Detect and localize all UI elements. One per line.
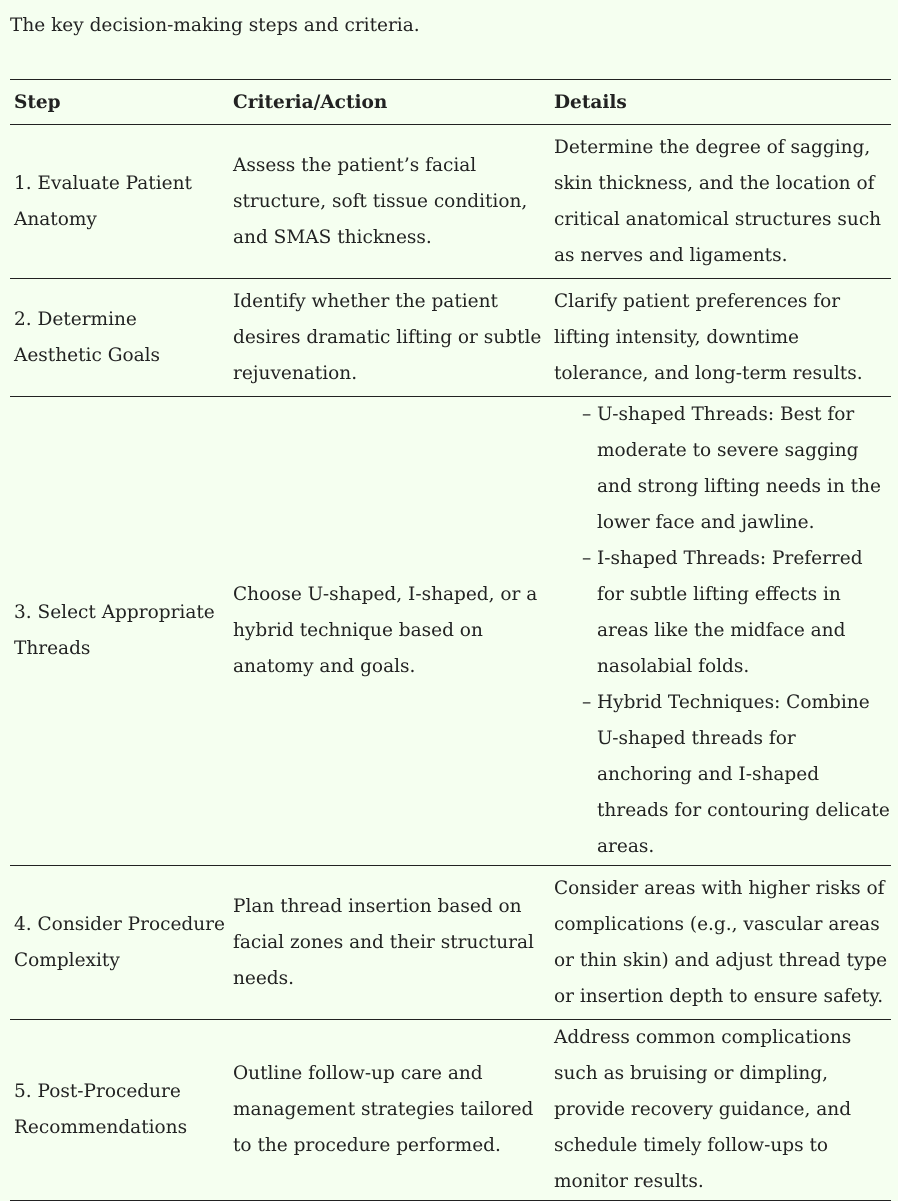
header-criteria: Criteria/Action — [233, 92, 388, 113]
details-cell: Clarify patient preferences for lifting intensity, downtime tolerance, and long-term results. — [554, 290, 863, 384]
table-row — [10, 866, 891, 1020]
list-item: – U-shaped Threads: Best for moderate to severe sagging and strong lifting needs in the lower face and jawline. — [582, 397, 891, 541]
criteria-cell: Identify whether the patient desires dramatic lifting or subtle rejuvenation. — [233, 290, 542, 384]
list-item: – I-shaped Threads: Preferred for subtle lifting effects in areas like the midface and nasolabial folds. — [582, 541, 891, 685]
details-cell: Consider areas with higher risks of complications (e.g., vascular areas or thin skin) and adjust thread type or insertion depth to ensure safety. — [554, 877, 888, 1007]
step-cell: 1. Evaluate Patient Anatomy — [14, 172, 192, 230]
step-cell: 4. Consider Procedure Complexity — [14, 913, 225, 971]
criteria-cell: Assess the patient’s facial structure, soft tissue condition, and SMAS thickness. — [233, 154, 528, 248]
decision-table — [10, 79, 891, 1201]
details-cell: Address common complications such as bruising or dimpling, provide recovery guidance, and schedule timely follow-ups to monitor results. — [554, 1027, 852, 1192]
criteria-cell: Choose U-shaped, I-shaped, or a hybrid technique based on anatomy and goals. — [233, 584, 538, 677]
table-row — [10, 1020, 891, 1201]
thread-options-list — [554, 397, 891, 865]
criteria-cell: Outline follow-up care and management strategies tailored to the procedure performed. — [233, 1063, 534, 1156]
list-item: – Hybrid Techniques: Combine U-shaped threads for anchoring and I-shaped threads for contouring delicate areas. — [582, 685, 891, 865]
step-cell: 5. Post-Procedure Recommendations — [14, 1081, 188, 1138]
details-cell — [550, 397, 891, 866]
table-header-row — [10, 80, 891, 125]
header-details: Details — [554, 92, 627, 113]
table-caption: The key decision-making steps and criteria. — [10, 15, 420, 36]
table-row — [10, 397, 891, 866]
table-row — [10, 125, 891, 279]
step-cell: 3. Select Appropriate Threads — [14, 602, 215, 659]
step-cell: 2. Determine Aesthetic Goals — [14, 308, 161, 366]
header-step: Step — [14, 92, 61, 113]
criteria-cell: Plan thread insertion based on facial zones and their structural needs. — [233, 895, 534, 989]
table-row — [10, 279, 891, 397]
details-cell: Determine the degree of sagging, skin thickness, and the location of critical anatomical structures such as nerves and ligaments. — [554, 136, 882, 266]
